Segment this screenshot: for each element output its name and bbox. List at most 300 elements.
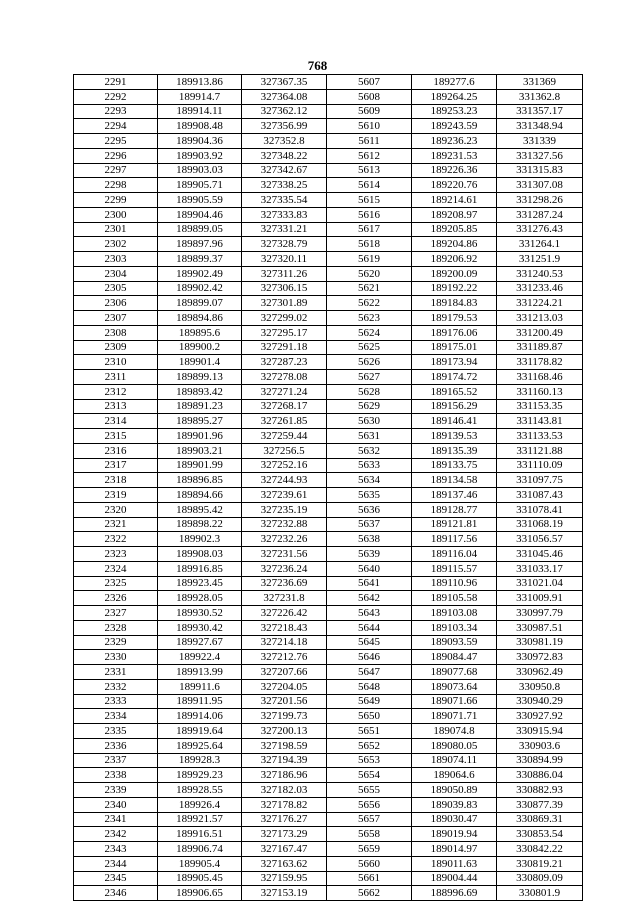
y-left-cell: 327338.25 bbox=[242, 178, 327, 193]
x-left-cell: 189913.86 bbox=[158, 75, 242, 90]
y-right-cell: 330903.6 bbox=[497, 738, 583, 753]
x-right-cell: 189220.76 bbox=[412, 178, 497, 193]
x-right-cell: 189184.83 bbox=[412, 296, 497, 311]
y-left-cell: 327204.05 bbox=[242, 679, 327, 694]
point-id-right-cell: 5624 bbox=[327, 325, 412, 340]
x-right-cell: 189174.72 bbox=[412, 370, 497, 385]
x-right-cell: 189277.6 bbox=[412, 75, 497, 90]
table-row bbox=[74, 119, 583, 134]
x-left-cell: 189914.11 bbox=[158, 104, 242, 119]
table-row bbox=[74, 148, 583, 163]
table-row bbox=[74, 75, 583, 90]
point-id-right-cell: 5657 bbox=[327, 812, 412, 827]
y-left-cell: 327231.56 bbox=[242, 547, 327, 562]
y-left-cell: 327295.17 bbox=[242, 325, 327, 340]
y-left-cell: 327176.27 bbox=[242, 812, 327, 827]
y-right-cell: 331287.24 bbox=[497, 207, 583, 222]
x-right-cell: 189080.05 bbox=[412, 738, 497, 753]
table-row bbox=[74, 842, 583, 857]
point-id-right-cell: 5617 bbox=[327, 222, 412, 237]
x-left-cell: 189911.6 bbox=[158, 679, 242, 694]
point-id-left-cell: 2337 bbox=[74, 753, 158, 768]
table-row bbox=[74, 193, 583, 208]
y-left-cell: 327367.35 bbox=[242, 75, 327, 90]
x-left-cell: 189901.4 bbox=[158, 355, 242, 370]
table-row bbox=[74, 871, 583, 886]
y-right-cell: 331133.53 bbox=[497, 429, 583, 444]
point-id-right-cell: 5640 bbox=[327, 561, 412, 576]
x-right-cell: 189206.92 bbox=[412, 252, 497, 267]
x-right-cell: 189175.01 bbox=[412, 340, 497, 355]
y-right-cell: 330877.39 bbox=[497, 797, 583, 812]
y-left-cell: 327201.56 bbox=[242, 694, 327, 709]
table-row bbox=[74, 340, 583, 355]
point-id-left-cell: 2299 bbox=[74, 193, 158, 208]
x-right-cell: 189121.81 bbox=[412, 517, 497, 532]
y-left-cell: 327163.62 bbox=[242, 856, 327, 871]
x-left-cell: 189911.95 bbox=[158, 694, 242, 709]
point-id-right-cell: 5608 bbox=[327, 89, 412, 104]
point-id-left-cell: 2307 bbox=[74, 311, 158, 326]
table-row bbox=[74, 665, 583, 680]
x-left-cell: 189899.07 bbox=[158, 296, 242, 311]
point-id-left-cell: 2295 bbox=[74, 134, 158, 149]
point-id-left-cell: 2343 bbox=[74, 842, 158, 857]
y-right-cell: 330972.83 bbox=[497, 650, 583, 665]
x-left-cell: 189905.45 bbox=[158, 871, 242, 886]
x-left-cell: 189900.2 bbox=[158, 340, 242, 355]
table-row bbox=[74, 414, 583, 429]
table-row bbox=[74, 311, 583, 326]
y-right-cell: 331153.35 bbox=[497, 399, 583, 414]
y-right-cell: 331362.8 bbox=[497, 89, 583, 104]
table-row bbox=[74, 458, 583, 473]
point-id-left-cell: 2333 bbox=[74, 694, 158, 709]
x-right-cell: 189071.71 bbox=[412, 709, 497, 724]
y-left-cell: 327356.99 bbox=[242, 119, 327, 134]
y-left-cell: 327342.67 bbox=[242, 163, 327, 178]
y-right-cell: 330842.22 bbox=[497, 842, 583, 857]
x-right-cell: 189139.53 bbox=[412, 429, 497, 444]
point-id-right-cell: 5656 bbox=[327, 797, 412, 812]
x-left-cell: 189928.3 bbox=[158, 753, 242, 768]
y-right-cell: 331307.08 bbox=[497, 178, 583, 193]
point-id-left-cell: 2292 bbox=[74, 89, 158, 104]
x-left-cell: 189902.42 bbox=[158, 281, 242, 296]
x-right-cell: 189011.63 bbox=[412, 856, 497, 871]
y-right-cell: 331189.87 bbox=[497, 340, 583, 355]
point-id-left-cell: 2346 bbox=[74, 886, 158, 901]
point-id-left-cell: 2344 bbox=[74, 856, 158, 871]
x-left-cell: 189899.13 bbox=[158, 370, 242, 385]
table-row bbox=[74, 281, 583, 296]
y-right-cell: 331264.1 bbox=[497, 237, 583, 252]
y-right-cell: 331033.17 bbox=[497, 561, 583, 576]
x-left-cell: 189906.65 bbox=[158, 886, 242, 901]
point-id-right-cell: 5649 bbox=[327, 694, 412, 709]
y-left-cell: 327333.83 bbox=[242, 207, 327, 222]
point-id-right-cell: 5610 bbox=[327, 119, 412, 134]
point-id-right-cell: 5623 bbox=[327, 311, 412, 326]
point-id-left-cell: 2300 bbox=[74, 207, 158, 222]
table-row bbox=[74, 620, 583, 635]
y-left-cell: 327271.24 bbox=[242, 384, 327, 399]
table-row bbox=[74, 325, 583, 340]
point-id-right-cell: 5642 bbox=[327, 591, 412, 606]
point-id-left-cell: 2294 bbox=[74, 119, 158, 134]
x-right-cell: 189156.29 bbox=[412, 399, 497, 414]
table-row bbox=[74, 561, 583, 576]
point-id-right-cell: 5648 bbox=[327, 679, 412, 694]
y-right-cell: 331009.91 bbox=[497, 591, 583, 606]
y-right-cell: 331110.09 bbox=[497, 458, 583, 473]
x-right-cell: 188996.69 bbox=[412, 886, 497, 901]
x-right-cell: 189117.56 bbox=[412, 532, 497, 547]
point-id-right-cell: 5615 bbox=[327, 193, 412, 208]
y-left-cell: 327153.19 bbox=[242, 886, 327, 901]
x-left-cell: 189898.22 bbox=[158, 517, 242, 532]
x-right-cell: 189093.59 bbox=[412, 635, 497, 650]
coordinates-table bbox=[73, 74, 583, 901]
y-right-cell: 331068.19 bbox=[497, 517, 583, 532]
point-id-right-cell: 5622 bbox=[327, 296, 412, 311]
point-id-right-cell: 5611 bbox=[327, 134, 412, 149]
x-left-cell: 189919.64 bbox=[158, 724, 242, 739]
y-right-cell: 331233.46 bbox=[497, 281, 583, 296]
point-id-right-cell: 5646 bbox=[327, 650, 412, 665]
point-id-right-cell: 5658 bbox=[327, 827, 412, 842]
x-right-cell: 189105.58 bbox=[412, 591, 497, 606]
x-right-cell: 189039.83 bbox=[412, 797, 497, 812]
y-right-cell: 331327.56 bbox=[497, 148, 583, 163]
point-id-right-cell: 5633 bbox=[327, 458, 412, 473]
x-right-cell: 189116.04 bbox=[412, 547, 497, 562]
x-left-cell: 189913.99 bbox=[158, 665, 242, 680]
y-left-cell: 327331.21 bbox=[242, 222, 327, 237]
table-row bbox=[74, 104, 583, 119]
point-id-right-cell: 5654 bbox=[327, 768, 412, 783]
y-right-cell: 331348.94 bbox=[497, 119, 583, 134]
x-left-cell: 189905.4 bbox=[158, 856, 242, 871]
y-right-cell: 330915.94 bbox=[497, 724, 583, 739]
x-left-cell: 189928.05 bbox=[158, 591, 242, 606]
x-left-cell: 189895.27 bbox=[158, 414, 242, 429]
x-left-cell: 189906.74 bbox=[158, 842, 242, 857]
point-id-left-cell: 2314 bbox=[74, 414, 158, 429]
x-right-cell: 189077.68 bbox=[412, 665, 497, 680]
x-right-cell: 189226.36 bbox=[412, 163, 497, 178]
x-left-cell: 189926.4 bbox=[158, 797, 242, 812]
y-right-cell: 331224.21 bbox=[497, 296, 583, 311]
point-id-left-cell: 2293 bbox=[74, 104, 158, 119]
point-id-left-cell: 2305 bbox=[74, 281, 158, 296]
table-row bbox=[74, 252, 583, 267]
x-left-cell: 189914.7 bbox=[158, 89, 242, 104]
x-left-cell: 189895.6 bbox=[158, 325, 242, 340]
x-right-cell: 189192.22 bbox=[412, 281, 497, 296]
x-right-cell: 189074.11 bbox=[412, 753, 497, 768]
point-id-right-cell: 5638 bbox=[327, 532, 412, 547]
point-id-right-cell: 5643 bbox=[327, 606, 412, 621]
point-id-left-cell: 2302 bbox=[74, 237, 158, 252]
y-left-cell: 327291.18 bbox=[242, 340, 327, 355]
y-right-cell: 331097.75 bbox=[497, 473, 583, 488]
y-right-cell: 330981.19 bbox=[497, 635, 583, 650]
y-right-cell: 330886.04 bbox=[497, 768, 583, 783]
table-row bbox=[74, 517, 583, 532]
point-id-right-cell: 5644 bbox=[327, 620, 412, 635]
y-left-cell: 327311.26 bbox=[242, 266, 327, 281]
point-id-left-cell: 2330 bbox=[74, 650, 158, 665]
y-right-cell: 331045.46 bbox=[497, 547, 583, 562]
table-row bbox=[74, 89, 583, 104]
x-left-cell: 189908.03 bbox=[158, 547, 242, 562]
y-left-cell: 327306.15 bbox=[242, 281, 327, 296]
x-left-cell: 189930.52 bbox=[158, 606, 242, 621]
x-right-cell: 189173.94 bbox=[412, 355, 497, 370]
point-id-right-cell: 5655 bbox=[327, 783, 412, 798]
point-id-left-cell: 2298 bbox=[74, 178, 158, 193]
x-right-cell: 189071.66 bbox=[412, 694, 497, 709]
table-row bbox=[74, 827, 583, 842]
y-right-cell: 330853.54 bbox=[497, 827, 583, 842]
table-row bbox=[74, 724, 583, 739]
y-left-cell: 327259.44 bbox=[242, 429, 327, 444]
table-row bbox=[74, 679, 583, 694]
point-id-right-cell: 5634 bbox=[327, 473, 412, 488]
point-id-right-cell: 5639 bbox=[327, 547, 412, 562]
x-right-cell: 189019.94 bbox=[412, 827, 497, 842]
point-id-right-cell: 5628 bbox=[327, 384, 412, 399]
table-row bbox=[74, 222, 583, 237]
y-left-cell: 327178.82 bbox=[242, 797, 327, 812]
y-right-cell: 330950.8 bbox=[497, 679, 583, 694]
point-id-right-cell: 5635 bbox=[327, 488, 412, 503]
y-left-cell: 327299.02 bbox=[242, 311, 327, 326]
point-id-right-cell: 5613 bbox=[327, 163, 412, 178]
y-right-cell: 331357.17 bbox=[497, 104, 583, 119]
y-left-cell: 327212.76 bbox=[242, 650, 327, 665]
table-row bbox=[74, 488, 583, 503]
point-id-left-cell: 2324 bbox=[74, 561, 158, 576]
y-left-cell: 327256.5 bbox=[242, 443, 327, 458]
point-id-left-cell: 2341 bbox=[74, 812, 158, 827]
x-right-cell: 189253.23 bbox=[412, 104, 497, 119]
y-left-cell: 327207.66 bbox=[242, 665, 327, 680]
point-id-right-cell: 5651 bbox=[327, 724, 412, 739]
y-right-cell: 330809.09 bbox=[497, 871, 583, 886]
x-right-cell: 189103.34 bbox=[412, 620, 497, 635]
point-id-left-cell: 2304 bbox=[74, 266, 158, 281]
table-row bbox=[74, 370, 583, 385]
y-right-cell: 331056.57 bbox=[497, 532, 583, 547]
x-right-cell: 189137.46 bbox=[412, 488, 497, 503]
x-right-cell: 189135.39 bbox=[412, 443, 497, 458]
point-id-left-cell: 2311 bbox=[74, 370, 158, 385]
y-right-cell: 331251.9 bbox=[497, 252, 583, 267]
table-row bbox=[74, 856, 583, 871]
x-left-cell: 189922.4 bbox=[158, 650, 242, 665]
point-id-left-cell: 2322 bbox=[74, 532, 158, 547]
point-id-right-cell: 5607 bbox=[327, 75, 412, 90]
point-id-right-cell: 5645 bbox=[327, 635, 412, 650]
y-right-cell: 330801.9 bbox=[497, 886, 583, 901]
y-right-cell: 330894.99 bbox=[497, 753, 583, 768]
point-id-left-cell: 2309 bbox=[74, 340, 158, 355]
y-left-cell: 327244.93 bbox=[242, 473, 327, 488]
y-left-cell: 327159.95 bbox=[242, 871, 327, 886]
point-id-left-cell: 2332 bbox=[74, 679, 158, 694]
table-row bbox=[74, 443, 583, 458]
x-right-cell: 189165.52 bbox=[412, 384, 497, 399]
table-row bbox=[74, 738, 583, 753]
y-right-cell: 330869.31 bbox=[497, 812, 583, 827]
point-id-right-cell: 5619 bbox=[327, 252, 412, 267]
table-row bbox=[74, 134, 583, 149]
x-left-cell: 189903.21 bbox=[158, 443, 242, 458]
point-id-left-cell: 2336 bbox=[74, 738, 158, 753]
point-id-left-cell: 2308 bbox=[74, 325, 158, 340]
y-right-cell: 331315.83 bbox=[497, 163, 583, 178]
y-left-cell: 327231.8 bbox=[242, 591, 327, 606]
table-row bbox=[74, 797, 583, 812]
table-row bbox=[74, 812, 583, 827]
point-id-left-cell: 2317 bbox=[74, 458, 158, 473]
y-left-cell: 327352.8 bbox=[242, 134, 327, 149]
y-right-cell: 330962.49 bbox=[497, 665, 583, 680]
point-id-right-cell: 5625 bbox=[327, 340, 412, 355]
y-left-cell: 327214.18 bbox=[242, 635, 327, 650]
point-id-left-cell: 2310 bbox=[74, 355, 158, 370]
point-id-right-cell: 5647 bbox=[327, 665, 412, 680]
point-id-left-cell: 2301 bbox=[74, 222, 158, 237]
y-right-cell: 331200.49 bbox=[497, 325, 583, 340]
y-right-cell: 330882.93 bbox=[497, 783, 583, 798]
x-right-cell: 189050.89 bbox=[412, 783, 497, 798]
table-row bbox=[74, 591, 583, 606]
y-left-cell: 327268.17 bbox=[242, 399, 327, 414]
point-id-left-cell: 2312 bbox=[74, 384, 158, 399]
x-right-cell: 189134.58 bbox=[412, 473, 497, 488]
point-id-left-cell: 2326 bbox=[74, 591, 158, 606]
y-left-cell: 327218.43 bbox=[242, 620, 327, 635]
x-left-cell: 189902.3 bbox=[158, 532, 242, 547]
y-left-cell: 327194.39 bbox=[242, 753, 327, 768]
x-left-cell: 189902.49 bbox=[158, 266, 242, 281]
x-left-cell: 189925.64 bbox=[158, 738, 242, 753]
y-right-cell: 331240.53 bbox=[497, 266, 583, 281]
y-left-cell: 327182.03 bbox=[242, 783, 327, 798]
table-row bbox=[74, 783, 583, 798]
point-id-right-cell: 5614 bbox=[327, 178, 412, 193]
y-left-cell: 327278.08 bbox=[242, 370, 327, 385]
y-left-cell: 327287.23 bbox=[242, 355, 327, 370]
table-row bbox=[74, 473, 583, 488]
point-id-right-cell: 5661 bbox=[327, 871, 412, 886]
point-id-left-cell: 2331 bbox=[74, 665, 158, 680]
point-id-right-cell: 5641 bbox=[327, 576, 412, 591]
x-right-cell: 189204.86 bbox=[412, 237, 497, 252]
table-row bbox=[74, 606, 583, 621]
y-left-cell: 327232.26 bbox=[242, 532, 327, 547]
table-row bbox=[74, 178, 583, 193]
table-row bbox=[74, 384, 583, 399]
x-right-cell: 189146.41 bbox=[412, 414, 497, 429]
y-right-cell: 331078.41 bbox=[497, 502, 583, 517]
point-id-right-cell: 5621 bbox=[327, 281, 412, 296]
y-left-cell: 327362.12 bbox=[242, 104, 327, 119]
table-row bbox=[74, 886, 583, 901]
x-left-cell: 189901.96 bbox=[158, 429, 242, 444]
x-right-cell: 189236.23 bbox=[412, 134, 497, 149]
y-left-cell: 327236.69 bbox=[242, 576, 327, 591]
x-left-cell: 189916.85 bbox=[158, 561, 242, 576]
point-id-left-cell: 2297 bbox=[74, 163, 158, 178]
y-right-cell: 330927.92 bbox=[497, 709, 583, 724]
x-right-cell: 189205.85 bbox=[412, 222, 497, 237]
x-left-cell: 189927.67 bbox=[158, 635, 242, 650]
coordinates-table-body bbox=[74, 75, 583, 901]
x-left-cell: 189901.99 bbox=[158, 458, 242, 473]
point-id-left-cell: 2327 bbox=[74, 606, 158, 621]
y-left-cell: 327167.47 bbox=[242, 842, 327, 857]
y-left-cell: 327173.29 bbox=[242, 827, 327, 842]
table-row bbox=[74, 399, 583, 414]
x-left-cell: 189908.48 bbox=[158, 119, 242, 134]
table-row bbox=[74, 576, 583, 591]
x-left-cell: 189895.42 bbox=[158, 502, 242, 517]
y-right-cell: 331021.04 bbox=[497, 576, 583, 591]
x-left-cell: 189894.86 bbox=[158, 311, 242, 326]
point-id-right-cell: 5609 bbox=[327, 104, 412, 119]
y-left-cell: 327335.54 bbox=[242, 193, 327, 208]
y-left-cell: 327239.61 bbox=[242, 488, 327, 503]
x-left-cell: 189929.23 bbox=[158, 768, 242, 783]
x-right-cell: 189179.53 bbox=[412, 311, 497, 326]
y-right-cell: 331121.88 bbox=[497, 443, 583, 458]
y-right-cell: 330819.21 bbox=[497, 856, 583, 871]
point-id-right-cell: 5637 bbox=[327, 517, 412, 532]
x-left-cell: 189893.42 bbox=[158, 384, 242, 399]
point-id-right-cell: 5660 bbox=[327, 856, 412, 871]
point-id-right-cell: 5630 bbox=[327, 414, 412, 429]
x-left-cell: 189903.03 bbox=[158, 163, 242, 178]
point-id-left-cell: 2345 bbox=[74, 871, 158, 886]
table-row bbox=[74, 547, 583, 562]
y-right-cell: 330940.29 bbox=[497, 694, 583, 709]
y-right-cell: 331213.03 bbox=[497, 311, 583, 326]
x-right-cell: 189084.47 bbox=[412, 650, 497, 665]
x-left-cell: 189921.57 bbox=[158, 812, 242, 827]
point-id-left-cell: 2306 bbox=[74, 296, 158, 311]
point-id-left-cell: 2320 bbox=[74, 502, 158, 517]
point-id-right-cell: 5631 bbox=[327, 429, 412, 444]
point-id-left-cell: 2318 bbox=[74, 473, 158, 488]
table-row bbox=[74, 650, 583, 665]
point-id-left-cell: 2319 bbox=[74, 488, 158, 503]
x-right-cell: 189200.09 bbox=[412, 266, 497, 281]
x-left-cell: 189904.46 bbox=[158, 207, 242, 222]
x-left-cell: 189897.96 bbox=[158, 237, 242, 252]
table-row bbox=[74, 296, 583, 311]
x-right-cell: 189264.25 bbox=[412, 89, 497, 104]
point-id-left-cell: 2303 bbox=[74, 252, 158, 267]
y-left-cell: 327328.79 bbox=[242, 237, 327, 252]
x-right-cell: 189243.59 bbox=[412, 119, 497, 134]
point-id-left-cell: 2325 bbox=[74, 576, 158, 591]
y-left-cell: 327226.42 bbox=[242, 606, 327, 621]
y-left-cell: 327301.89 bbox=[242, 296, 327, 311]
